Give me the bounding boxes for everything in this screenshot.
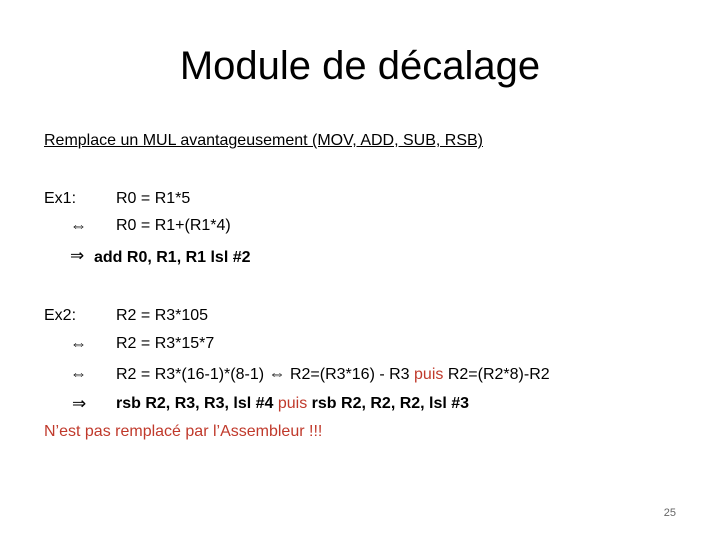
ex2-line3-part1: R2 = R3*(16-1)*(8-1) [116,366,265,383]
equivalence-icon: ⇔ [70,364,87,383]
ex2-line3 [116,363,550,386]
ex2-line4-part1: rsb R2, R3, R3, lsl #4 [116,395,274,412]
puis-keyword: puis [277,395,308,412]
equivalence-icon: ⇔ [70,216,87,235]
implies-icon: ⇒ [70,246,85,265]
ex2-line3-part2: R2=(R3*16) - R3 [289,366,410,383]
implies-icon: ⇒ [72,394,87,413]
ex2-line1: R2 = R3*105 [116,307,209,324]
note-text: N’est pas remplacé par l’Assembleur !!! [44,423,323,440]
ex1-line3: add R0, R1, R1 lsl #2 [94,249,251,266]
ex2-line3-part3: R2=(R2*8)-R2 [447,366,550,383]
equivalence-icon: ⇔ [70,334,87,353]
page-number: 25 [663,507,676,519]
puis-keyword: puis [414,366,444,383]
ex1-line1: R0 = R1*5 [116,190,191,207]
ex1-label: Ex1: [44,190,77,207]
slide-subtitle: Remplace un MUL avantageusement (MOV, ADD, SUB, RSB) [44,132,483,149]
ex2-label: Ex2: [44,307,77,324]
ex2-line4 [116,393,469,415]
slide-title: Module de décalage [179,44,541,88]
equivalence-icon: ⇔ [268,364,286,383]
ex1-line2: R0 = R1+(R1*4) [116,217,231,234]
ex2-line4-part2: rsb R2, R2, R2, lsl #3 [311,395,470,412]
ex2-line2: R2 = R3*15*7 [116,335,215,352]
